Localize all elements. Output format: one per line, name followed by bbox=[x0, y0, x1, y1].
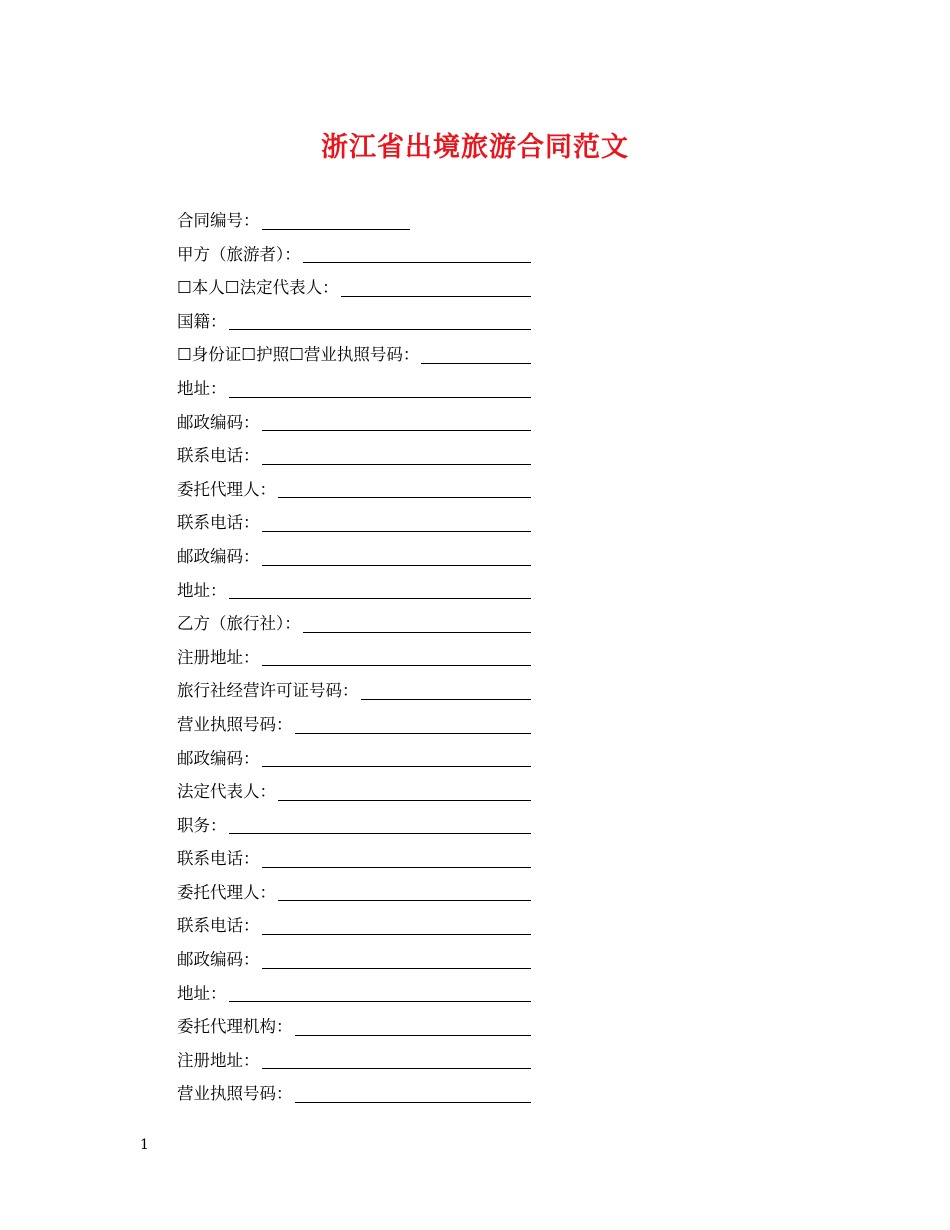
form-row-license-number[interactable] bbox=[177, 674, 531, 708]
field-label: 联系电话： bbox=[177, 513, 260, 533]
form-row-party-b[interactable] bbox=[177, 607, 531, 641]
field-label: 注册地址： bbox=[177, 1050, 260, 1070]
blank-line[interactable] bbox=[262, 531, 532, 532]
blank-line[interactable] bbox=[295, 1102, 532, 1103]
form-row-nationality[interactable] bbox=[177, 305, 531, 339]
field-label: 委托代理机构： bbox=[177, 1017, 293, 1037]
blank-line[interactable] bbox=[262, 464, 532, 465]
blank-line[interactable] bbox=[303, 262, 531, 263]
blank-line[interactable] bbox=[262, 1068, 532, 1069]
form-row-agency-address[interactable] bbox=[177, 1044, 531, 1078]
form-row-b-agent-phone[interactable] bbox=[177, 909, 531, 943]
blank-line[interactable] bbox=[229, 329, 532, 330]
form-row-agency-license[interactable] bbox=[177, 1077, 531, 1111]
form-row-b-postal-code[interactable] bbox=[177, 742, 531, 776]
field-label: 联系电话： bbox=[177, 916, 260, 936]
field-label: 委托代理人： bbox=[177, 882, 276, 902]
field-label: 邮政编码： bbox=[177, 748, 260, 768]
field-label: 委托代理人： bbox=[177, 479, 276, 499]
form-row-position[interactable] bbox=[177, 809, 531, 843]
blank-line[interactable] bbox=[278, 900, 531, 901]
form-row-phone[interactable] bbox=[177, 439, 531, 473]
field-label: 营业执照号码： bbox=[177, 714, 293, 734]
contract-form bbox=[177, 204, 531, 1111]
blank-line[interactable] bbox=[262, 934, 532, 935]
field-label: 甲方（旅游者）： bbox=[177, 244, 301, 264]
blank-line[interactable] bbox=[262, 968, 532, 969]
form-row-agency[interactable] bbox=[177, 1010, 531, 1044]
field-label: 营业执照号码： bbox=[177, 1084, 293, 1104]
field-label: 邮政编码： bbox=[177, 412, 260, 432]
field-label: 联系电话： bbox=[177, 849, 260, 869]
form-row-party-a[interactable] bbox=[177, 238, 531, 272]
blank-line[interactable] bbox=[341, 296, 531, 297]
field-label: 联系电话： bbox=[177, 446, 260, 466]
blank-line[interactable] bbox=[303, 632, 531, 633]
form-row-registered-address[interactable] bbox=[177, 641, 531, 675]
blank-line[interactable] bbox=[262, 565, 532, 566]
form-row-legal-rep[interactable] bbox=[177, 775, 531, 809]
blank-line[interactable] bbox=[295, 733, 532, 734]
blank-line[interactable] bbox=[262, 229, 410, 230]
field-label: 地址： bbox=[177, 580, 227, 600]
field-label: 合同编号： bbox=[177, 211, 260, 230]
form-row-b-agent-address[interactable] bbox=[177, 977, 531, 1011]
field-label: 邮政编码： bbox=[177, 950, 260, 970]
form-row-address[interactable] bbox=[177, 372, 531, 406]
blank-line[interactable] bbox=[278, 497, 531, 498]
page-number: 1 bbox=[140, 1137, 149, 1153]
blank-line[interactable] bbox=[421, 363, 531, 364]
field-label: ☐本人☐法定代表人： bbox=[177, 278, 339, 298]
blank-line[interactable] bbox=[361, 699, 532, 700]
blank-line[interactable] bbox=[229, 397, 532, 398]
blank-line[interactable] bbox=[262, 430, 532, 431]
form-row-agent-postal-code[interactable] bbox=[177, 540, 531, 574]
field-label: 国籍： bbox=[177, 311, 227, 331]
form-row-id-number[interactable] bbox=[177, 338, 531, 372]
blank-line[interactable] bbox=[229, 598, 532, 599]
field-label: 邮政编码： bbox=[177, 546, 260, 566]
blank-line[interactable] bbox=[295, 1035, 532, 1036]
form-row-b-phone[interactable] bbox=[177, 842, 531, 876]
form-row-agent-address[interactable] bbox=[177, 574, 531, 608]
page-title: 浙江省出境旅游合同范文 bbox=[321, 132, 629, 163]
form-row-agent-phone[interactable] bbox=[177, 506, 531, 540]
form-row-agent[interactable] bbox=[177, 473, 531, 507]
form-row-b-agent-postal-code[interactable] bbox=[177, 943, 531, 977]
field-label: 乙方（旅行社）： bbox=[177, 614, 301, 634]
field-label: ☐身份证☐护照☐营业执照号码： bbox=[177, 345, 420, 365]
form-row-self-or-legal-rep[interactable] bbox=[177, 271, 531, 305]
blank-line[interactable] bbox=[229, 833, 532, 834]
field-label: 法定代表人： bbox=[177, 782, 276, 802]
blank-line[interactable] bbox=[278, 800, 531, 801]
field-label: 注册地址： bbox=[177, 647, 260, 667]
blank-line[interactable] bbox=[262, 766, 532, 767]
blank-line[interactable] bbox=[229, 1001, 532, 1002]
form-row-postal-code[interactable] bbox=[177, 406, 531, 440]
form-row-contract-number[interactable] bbox=[177, 204, 531, 238]
form-row-b-agent[interactable] bbox=[177, 876, 531, 910]
field-label: 地址： bbox=[177, 983, 227, 1003]
blank-line[interactable] bbox=[262, 867, 532, 868]
form-row-business-license[interactable] bbox=[177, 708, 531, 742]
field-label: 旅行社经营许可证号码： bbox=[177, 681, 359, 701]
field-label: 职务： bbox=[177, 815, 227, 835]
blank-line[interactable] bbox=[262, 665, 532, 666]
field-label: 地址： bbox=[177, 378, 227, 398]
